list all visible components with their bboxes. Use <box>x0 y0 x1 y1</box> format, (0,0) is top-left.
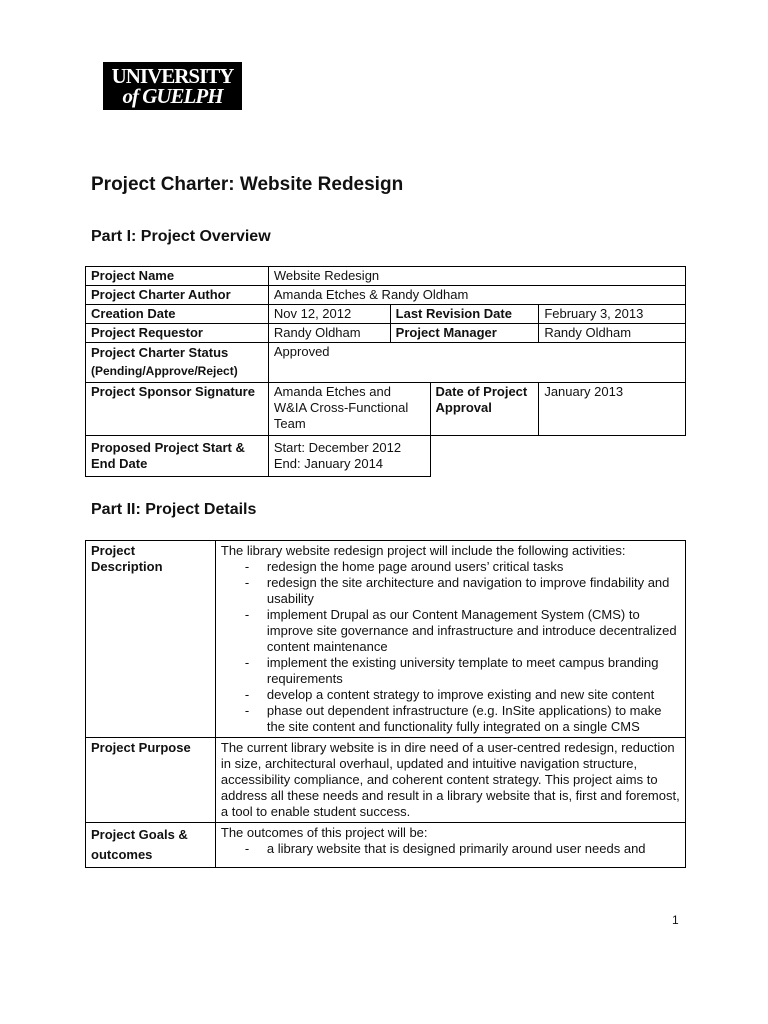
requestor-value: Randy Oldham <box>268 324 390 343</box>
purpose-label: Project Purpose <box>86 738 216 823</box>
purpose-text: The current library website is in dire need of a user-centred redesign, reduction in size, architectural overhaul, updated and intuitive navigation structure, accessibility compliance, and coherent content strategy. This project aims to address all these needs and result in a library website that is, first and foremost, a tool to enable student success. <box>215 738 685 823</box>
list-item: - implement Drupal as our Content Management System (CMS) to improve site governance and infrastructure and introduce decentralized content maintenance <box>221 607 680 655</box>
author-value: Amanda Etches & Randy Oldham <box>268 286 685 305</box>
part2-heading: Part II: Project Details <box>91 501 257 518</box>
list-item: - a library website that is designed primarily around user needs and <box>221 841 680 857</box>
description-intro: The library website redesign project will include the following activities: <box>220 543 626 558</box>
sponsor-value: Amanda Etches and W&IA Cross-Functional Team <box>268 383 430 436</box>
goals-intro: The outcomes of this project will be: <box>220 825 428 840</box>
list-item: - implement the existing university template to meet campus branding requirements <box>221 655 680 687</box>
table-row <box>86 383 686 436</box>
creation-date-label: Creation Date <box>86 305 269 324</box>
project-name-label: Project Name <box>86 267 269 286</box>
page-number: 1 <box>672 913 679 927</box>
table-row <box>86 823 686 868</box>
dates-label: Proposed Project Start & End Date <box>86 436 269 477</box>
description-label: Project Description <box>86 541 216 738</box>
table-row <box>86 286 686 305</box>
activities-list <box>221 559 680 735</box>
goals-list <box>221 841 680 857</box>
empty-cell <box>430 436 686 477</box>
table-row <box>86 267 686 286</box>
table-row <box>86 305 686 324</box>
status-label: Project Charter Status <box>91 345 229 360</box>
table-row <box>86 324 686 343</box>
status-sub-label: (Pending/Approve/Reject) <box>91 364 238 378</box>
requestor-label: Project Requestor <box>86 324 269 343</box>
logo-line-1: UNIVERSITY <box>111 64 234 88</box>
list-item: - develop a content strategy to improve existing and new site content <box>221 687 680 703</box>
goals-label: Project Goals & outcomes <box>86 823 216 868</box>
revision-date-label: Last Revision Date <box>390 305 539 324</box>
document-title: Project Charter: Website Redesign <box>91 174 404 195</box>
description-cell <box>215 541 685 738</box>
approval-label: Date of Project Approval <box>430 383 539 436</box>
list-item: - phase out dependent infrastructure (e.g. InSite applications) to make the site content and functionality fully integrated on a single CMS <box>221 703 680 735</box>
author-label: Project Charter Author <box>86 286 269 305</box>
sponsor-label: Project Sponsor Signature <box>86 383 269 436</box>
table-row <box>86 738 686 823</box>
goals-cell <box>215 823 685 868</box>
status-label-cell <box>86 343 269 383</box>
part1-heading: Part I: Project Overview <box>91 228 271 245</box>
project-details-table <box>85 540 686 868</box>
dates-value-cell <box>268 436 430 477</box>
status-value: Approved <box>268 343 685 383</box>
start-date-value: Start: December 2012 <box>273 440 402 455</box>
manager-value: Randy Oldham <box>539 324 686 343</box>
table-row <box>86 541 686 738</box>
approval-value: January 2013 <box>539 383 686 436</box>
revision-date-value: February 3, 2013 <box>539 305 686 324</box>
creation-date-value: Nov 12, 2012 <box>268 305 390 324</box>
project-name-value: Website Redesign <box>268 267 685 286</box>
list-item: - redesign the site architecture and navigation to improve findability and usability <box>221 575 680 607</box>
manager-label: Project Manager <box>390 324 539 343</box>
university-logo <box>103 62 242 110</box>
end-date-value: End: January 2014 <box>273 456 384 471</box>
table-row <box>86 436 686 477</box>
table-row <box>86 343 686 383</box>
logo-line-2: of GUELPH <box>122 84 223 108</box>
list-item: - redesign the home page around users’ critical tasks <box>221 559 680 575</box>
project-overview-table <box>85 266 686 477</box>
